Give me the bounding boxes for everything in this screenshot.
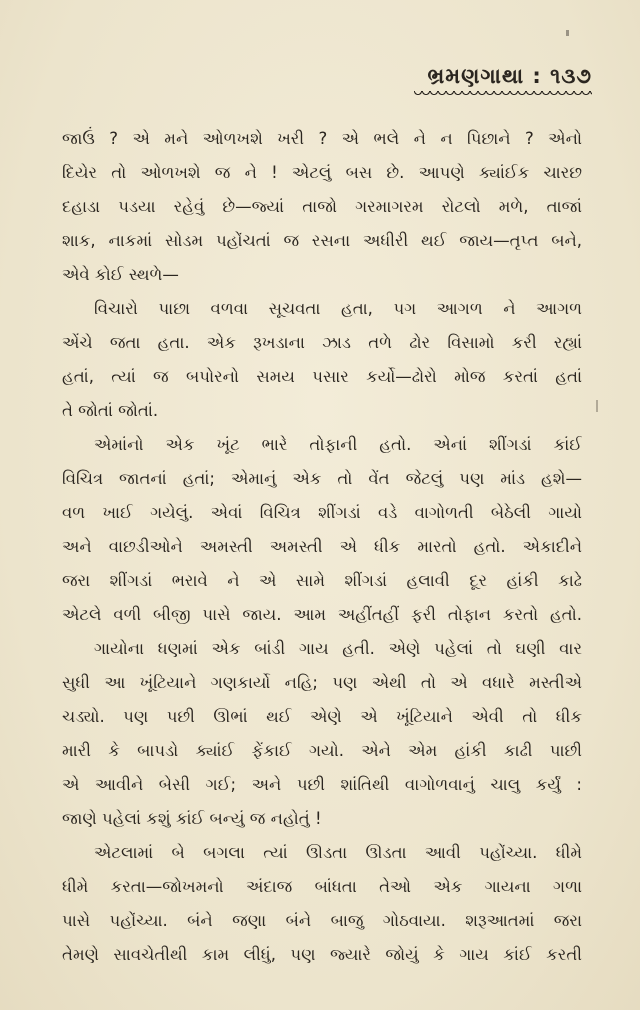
text-line: અને વાછડીઓને અમસ્તી અમસ્તી એ ધીક મારતો હતો. એકાદીને (62, 537, 582, 556)
paragraph-start-line: એટલામાં બે બગલા ત્યાં ઊડતા ઊડતા આવી પહોંચ્યા. ધીમે (94, 843, 582, 862)
text-line: વળ ખાઈ ગયેલું. એવાં વિચિત્ર શીંગડાં વડે વાગોળતી બેઠેલી ગાયો (62, 503, 582, 522)
text-line: જરા શીંગડાં ભરાવે ને એ સામે શીંગડાં હલાવી દૂર હાંકી કાઢે (62, 571, 582, 590)
text-line: મારી કે બાપડો ક્યાંઈ ફેંકાઈ ગયો. એને એમ હાંકી કાઢી પાછી (62, 741, 582, 760)
page-header-title: ભ્રમણગાથા : ૧૩૭ (427, 64, 592, 88)
text-line: એટલે વળી બીજી પાસે જાય. આમ અહીંતહીં ફરી તોફાન કરતો હતો. (62, 605, 582, 624)
text-line: એ આવીને બેસી ગઈ; અને પછી શાંતિથી વાગોળવાનું ચાલુ કર્યું : (62, 775, 582, 794)
text-line: હતાં, ત્યાં જ બપોરનો સમય પસાર કર્યો—ઢોરો મોજ કરતાં હતાં (62, 367, 582, 386)
running-header (414, 64, 592, 97)
text-line: તે જોતાં જોતાં. (62, 401, 159, 420)
text-line: દિયેર તો ઓળખશે જ ને ! એટલું બસ છે. આપણે ક્યાંઈક ચારછ (62, 163, 582, 182)
text-line: શાક, નાકમાં સોડમ પહોંચતાં જ રસના અધીરી થઈ જાય—તૃપ્ત બને, (62, 231, 582, 250)
page-speck (596, 400, 598, 412)
text-line: પાસે પહોંચ્યા. બંને જણા બંને બાજુ ગોઠવાયા. શરૂઆતમાં જરા (62, 911, 582, 930)
text-line: વિચિત્ર જાતનાં હતાં; એમાનું એક તો વેંત જેટલું પણ માંડ હશે— (62, 469, 582, 488)
paragraph-start-line: એમાંનો એક ખૂંટ ભારે તોફાની હતો. એનાં શીંગડાં કાંઈ (94, 435, 582, 454)
page-body-text (62, 122, 582, 972)
text-line: તેમણે સાવચેતીથી કામ લીધું, પણ જ્યારે જોયું કે ગાય કાંઈ કરતી (62, 945, 582, 964)
text-line: ધીમે કરતા—જોખમનો અંદાજ બાંધતા તેઓ એક ગાયના ગળા (62, 877, 582, 896)
text-line: એંચે જતા હતા. એક રૂખડાના ઝાડ તળે ઢોર વિસામો કરી રહ્યાં (62, 333, 582, 352)
page-speck (566, 30, 569, 36)
text-line: દહાડા પડયા રહેવું છે—જ્યાં તાજો ગરમાગરમ રોટલો મળે, તાજાં (62, 197, 582, 216)
text-line: સુધી આ ખૂંટિયાને ગણકાર્યો નહિ; પણ એથી તો એ વધારે મસ્તીએ (62, 673, 582, 692)
paragraph-start-line: વિચારો પાછા વળવા સૂચવતા હતા, પગ આગળ ને આગળ (94, 299, 582, 318)
text-line: ચડ્યો. પણ પછી ઊભાં થઈ એણે એ ખૂંટિયાને એવી તો ધીક (62, 707, 582, 726)
text-line: જાઉં ? એ મને ઓળખશે ખરી ? એ ભલે ને ન પિછાને ? એનો (62, 129, 582, 148)
paragraph-start-line: ગાયોના ધણમાં એક બાંડી ગાય હતી. એણે પહેલાં તો ઘણી વાર (94, 639, 582, 658)
text-line: એવે કોઈ સ્થળે— (62, 265, 179, 284)
text-line: જાણે પહેલાં કશું કાંઈ બન્યું જ નહોતું ! (62, 809, 322, 828)
decorative-wavy-rule (414, 91, 592, 97)
